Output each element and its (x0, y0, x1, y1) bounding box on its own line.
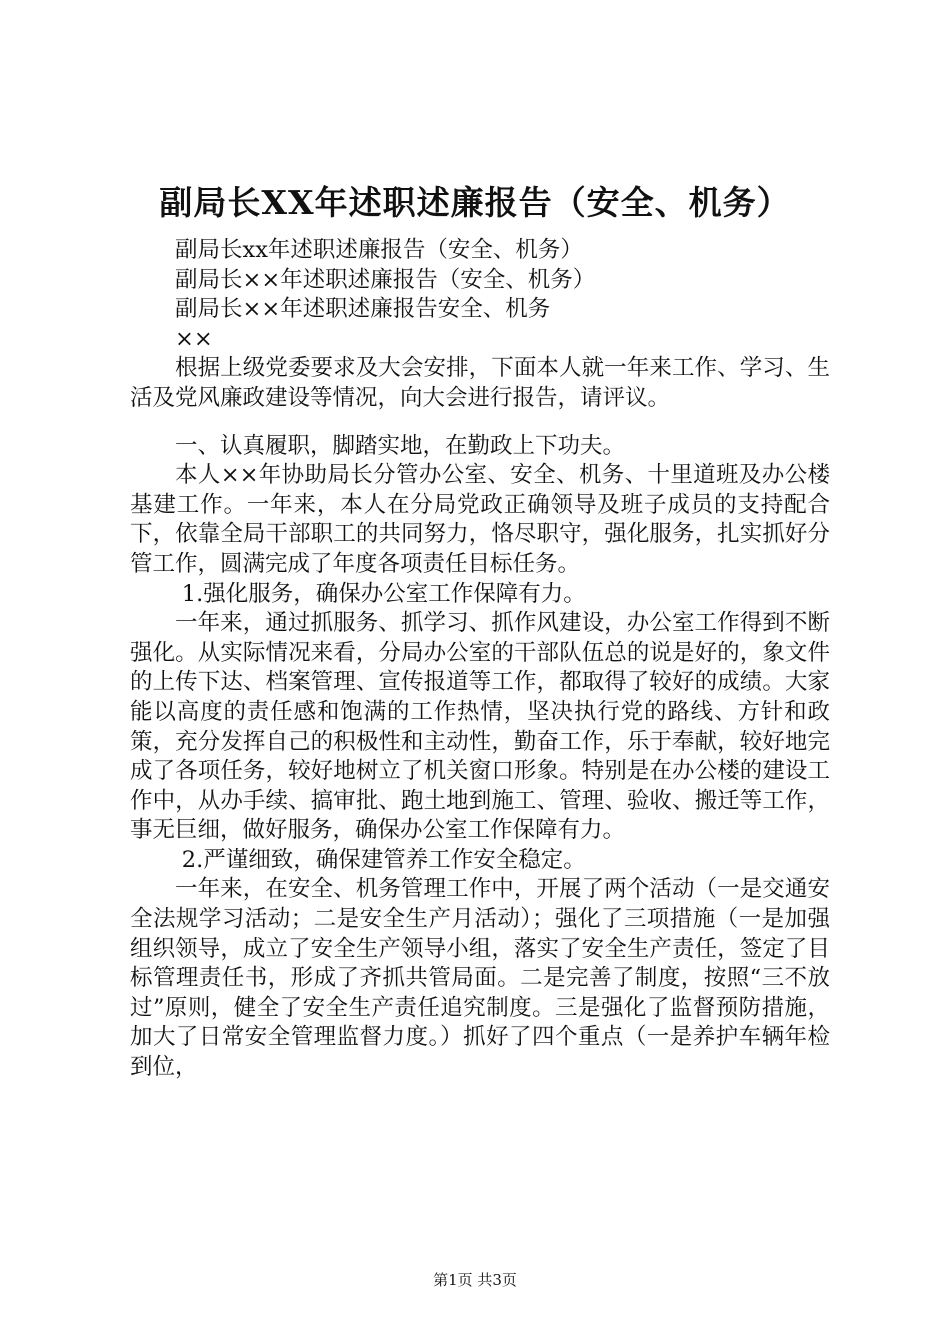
intro-paragraph: 根据上级党委要求及大会安排，下面本人就一年来工作、学习、生活及党风廉政建设等情况，向大会进行报告，请评议。 (130, 355, 830, 411)
subsection-heading-2: 2.严谨细致，确保建管养工作安全稳定。 (181, 846, 586, 873)
document-title: 副局长XX年述职述廉报告（安全、机务） (159, 183, 791, 222)
page-number-footer: 第1页 共3页 (433, 1271, 517, 1289)
subsection-2-paragraph: 一年来，在安全、机务管理工作中，开展了两个活动（一是交通安全法规学习活动；二是安全生产月活动）；强化了三项措施（一是加强组织领导，成立了安全生产领导小组，落实了安全生产责任，签定了目标管理责任书，形成了齐抓共管局面。二是完善了制度，按照“三不放过”原则，健全了安全生产责任追究制度。三是强化了监督预防措施，加大了日常安全管理监督力度。）抓好了四个重点（一是养护车辆年检到位， (130, 876, 830, 1081)
section-1-paragraph: 本人××年协助局长分管办公室、安全、机务、十里道班及办公楼基建工作。一年来，本人在分局党政正确领导及班子成员的支持配合下，依靠全局干部职工的共同努力，恪尽职守，强化服务，扎实抓好分管工作，圆满完成了年度各项责任目标任务。 (130, 462, 830, 577)
subtitle-line-1: 副局长xx年述职述廉报告（安全、机务） (175, 237, 583, 263)
subsection-1-paragraph: 一年来，通过抓服务、抓学习、抓作风建设，办公室工作得到不断强化。从实际情况来看，分局办公室的干部队伍总的说是好的，象文件的上传下达、档案管理、宣传报道等工作，都取得了较好的成绩。大家能以高度的责任感和饱满的工作热情，坚决执行党的路线、方针和政策，充分发挥自己的积极性和主动性，勤奋工作，乐于奉献，较好地完成了各项任务，较好地树立了机关窗口形象。特别是在办公楼的建设工作中，从办手续、搞审批、跑土地到施工、管理、验收、搬迁等工作，事无巨细，做好服务，确保办公室工作保障有力。 (130, 610, 830, 844)
subtitle-line-3: 副局长××年述职述廉报告安全、机务 (175, 296, 551, 323)
subsection-heading-1: 1.强化服务，确保办公室工作保障有力。 (181, 580, 586, 607)
subtitle-line-2: 副局长××年述职述廉报告（安全、机务） (175, 266, 596, 293)
author-placeholder: ×× (175, 325, 213, 352)
document-body (130, 236, 830, 1083)
section-heading-1: 一、认真履职，脚踏实地，在勤政上下功夫。 (175, 432, 626, 459)
